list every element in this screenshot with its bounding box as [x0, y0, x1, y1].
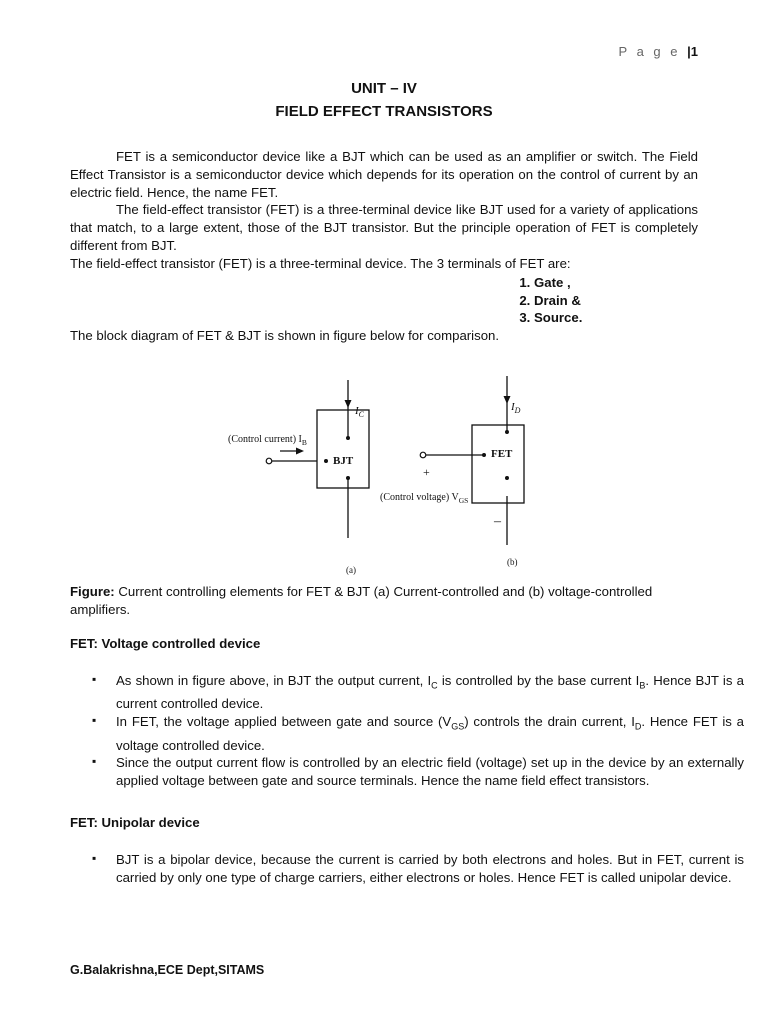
plus-sign: +	[423, 465, 430, 479]
bjt-collector-dot	[346, 436, 350, 440]
unipolar-list	[70, 851, 744, 887]
bjt-label: BJT	[333, 455, 354, 467]
list-item: ▪ Since the output current flow is controlled by an electric field (voltage) set up in the device by an externally applied voltage between gate and source terminals. Hence the name field effect transistors.	[116, 754, 744, 790]
list-item: 3. Source.	[534, 309, 582, 327]
page-footer: G.Balakrishna,ECE Dept,SITAMS	[70, 963, 265, 977]
bjt-emitter-dot	[346, 476, 350, 480]
terminal-list	[512, 274, 582, 327]
comparison-text: The block diagram of FET & BJT is shown in figure below for comparison.	[70, 328, 500, 343]
figure-label-b: (b)	[507, 557, 518, 567]
list-item: 2. Drain &	[534, 292, 582, 310]
figure-caption: Figure: Current controlling elements for FET & BJT (a) Current-controlled and (b) voltage-controlled amplifiers.	[70, 584, 653, 617]
page-number: P a g e |1	[618, 44, 698, 59]
figure-label-a: (a)	[346, 565, 356, 575]
voltage-controlled-list	[70, 672, 744, 790]
ic-label: $I_C$	[355, 405, 365, 419]
fet-drain-dot	[505, 430, 509, 434]
section-heading-unipolar: FET: Unipolar device	[70, 815, 200, 830]
control-current-label: (Control current) $I_B$	[228, 434, 307, 447]
list-item: ▪ BJT is a bipolar device, because the current is carried by both electrons and holes. But in FET, current is carried by only one type of charge carriers, either electrons or holes. Hence FET is called unipolar device.	[116, 851, 744, 887]
bjt-fet-block-diagram	[228, 372, 550, 577]
list-item: ▪ As shown in figure above, in BJT the output current, $I_C$ is controlled by the base current $I_B$. Hence BJT is a current controlled device.	[116, 672, 744, 713]
fet-source-dot	[505, 476, 509, 480]
section-heading-voltage-controlled: FET: Voltage controlled device	[70, 636, 261, 651]
bjt-input-terminal	[266, 458, 272, 464]
list-item: 1. Gate ,	[534, 274, 582, 292]
control-voltage-label: (Control voltage) $V_{GS}$	[380, 492, 469, 505]
fet-block	[472, 425, 524, 503]
intro-paragraph-3: The field-effect transistor (FET) is a three-terminal device. The 3 terminals of FET are:	[70, 255, 571, 271]
fet-input-terminal	[420, 452, 426, 458]
bjt-base-dot	[324, 459, 328, 463]
list-item: ▪ In FET, the voltage applied between gate and source $(V_{GS})$ controls the drain current, $I_D$. Hence FET is a voltage controlled device.	[116, 713, 744, 754]
intro-paragraph-2: The field-effect transistor (FET) is a three-terminal device like BJT used for a variety of applications that match, to a large extent, those of the BJT transistor. But the principle operation of FET is completely different from BJT.	[70, 202, 698, 253]
chapter-title: FIELD EFFECT TRANSISTORS	[275, 103, 493, 120]
intro-section	[70, 148, 698, 273]
minus-sign: –	[494, 514, 501, 529]
unit-title: UNIT – IV	[351, 80, 417, 97]
id-label: $I_D$	[511, 401, 521, 415]
intro-paragraph-1: FET is a semiconductor device like a BJT which can be used as an amplifier or switch. The Field Effect Transistor is a semiconductor device which depends for its operation on the control of current by an electric field. Hence, the name FET.	[70, 149, 698, 200]
fet-gate-dot	[482, 453, 486, 457]
fet-label: FET	[491, 448, 513, 460]
bjt-block	[317, 410, 369, 488]
